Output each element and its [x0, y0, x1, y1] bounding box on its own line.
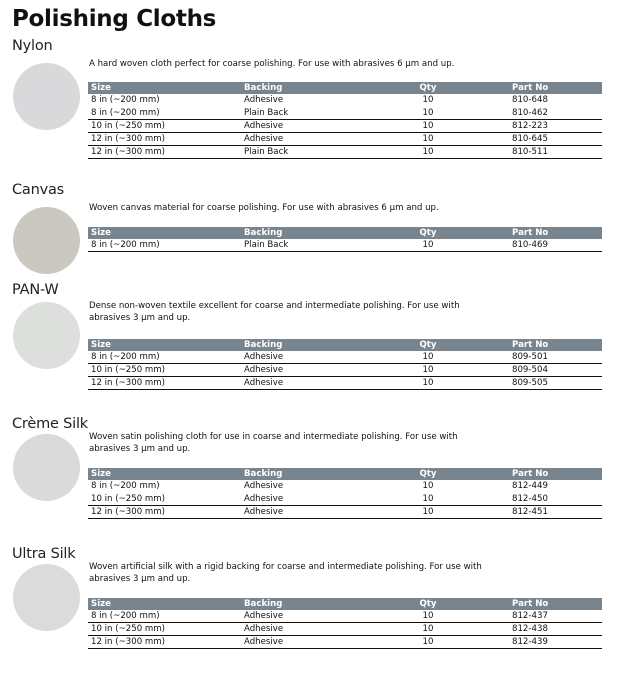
section-heading: Crème Silk: [12, 416, 89, 432]
cell-qty: 10: [422, 95, 434, 105]
section-heading: Canvas: [12, 182, 65, 198]
cell-part-no: 812-437: [512, 611, 548, 621]
column-header-part-no: Part No: [512, 469, 549, 479]
table-header: [88, 82, 602, 94]
cell-qty: 10: [422, 108, 434, 118]
column-header-part-no: Part No: [512, 340, 549, 350]
section-description: [89, 300, 519, 325]
description-line: abrasives 3 µm and up.: [89, 313, 191, 324]
section-description: [89, 561, 519, 586]
table-row: [88, 377, 602, 390]
description-line: abrasives 3 µm and up.: [89, 444, 191, 455]
column-header-qty: Qty: [419, 599, 437, 609]
column-header-backing: Backing: [244, 469, 283, 479]
product-disc-image: [13, 63, 80, 130]
cell-qty: 10: [422, 378, 434, 388]
cell-backing: Adhesive: [244, 637, 284, 647]
cell-backing: Plain Back: [244, 240, 289, 250]
cell-qty: 10: [422, 240, 434, 250]
section-description: [89, 431, 519, 456]
cell-size: 8 in (~200 mm): [91, 352, 160, 362]
cell-part-no: 810-511: [512, 147, 548, 157]
cell-size: 12 in (~300 mm): [91, 378, 166, 388]
column-header-part-no: Part No: [512, 599, 549, 609]
product-disc-image: [13, 302, 80, 369]
cell-size: 10 in (~250 mm): [91, 365, 166, 375]
column-header-part-no: Part No: [512, 228, 549, 238]
cell-qty: 10: [422, 637, 434, 647]
description-line: Woven canvas material for coarse polishing. For use with abrasives 6 µm and up.: [89, 203, 439, 213]
column-header-backing: Backing: [244, 340, 283, 350]
column-header-size: Size: [91, 83, 111, 93]
cell-qty: 10: [422, 494, 434, 504]
cell-backing: Adhesive: [244, 494, 284, 504]
column-header-qty: Qty: [419, 340, 437, 350]
cell-backing: Adhesive: [244, 611, 284, 621]
cell-size: 12 in (~300 mm): [91, 637, 166, 647]
section-description: [89, 58, 519, 70]
section-heading: Ultra Silk: [12, 546, 76, 562]
cell-size: 10 in (~250 mm): [91, 494, 166, 504]
page-title: Polishing Cloths: [12, 6, 217, 32]
table-row: [88, 364, 602, 377]
cell-part-no: 810-645: [512, 134, 548, 144]
product-table: [88, 339, 602, 390]
cell-qty: 10: [422, 134, 434, 144]
cell-size: 8 in (~200 mm): [91, 481, 160, 491]
column-header-part-no: Part No: [512, 83, 549, 93]
cell-part-no: 812-439: [512, 637, 548, 647]
table-row: [88, 636, 602, 649]
description-line: Woven artificial silk with a rigid backing for coarse and intermediate polishing. For use with: [89, 562, 482, 572]
table-row: [88, 120, 602, 133]
column-header-size: Size: [91, 228, 111, 238]
cell-backing: Plain Back: [244, 108, 289, 118]
cell-backing: Adhesive: [244, 365, 284, 375]
column-header-qty: Qty: [419, 469, 437, 479]
cell-backing: Adhesive: [244, 95, 284, 105]
table-header: [88, 339, 602, 351]
cell-part-no: 812-449: [512, 481, 548, 491]
product-disc-image: [13, 564, 80, 631]
table-row: [88, 480, 602, 493]
cell-part-no: 812-223: [512, 121, 548, 131]
cell-qty: 10: [422, 611, 434, 621]
table-row: [88, 133, 602, 146]
description-line: Woven satin polishing cloth for use in coarse and intermediate polishing. For use with: [89, 432, 458, 442]
section-heading: PAN-W: [12, 282, 59, 298]
cell-size: 8 in (~200 mm): [91, 108, 160, 118]
cell-part-no: 810-469: [512, 240, 548, 250]
table-row: [88, 623, 602, 636]
table-row: [88, 107, 602, 120]
table-row: [88, 493, 602, 506]
cell-qty: 10: [422, 507, 434, 517]
cell-backing: Adhesive: [244, 134, 284, 144]
cell-size: 12 in (~300 mm): [91, 507, 166, 517]
cell-size: 10 in (~250 mm): [91, 624, 166, 634]
cell-part-no: 810-462: [512, 108, 548, 118]
cell-backing: Adhesive: [244, 624, 284, 634]
cell-size: 10 in (~250 mm): [91, 121, 166, 131]
table-header: [88, 598, 602, 610]
cell-size: 8 in (~200 mm): [91, 611, 160, 621]
product-table: [88, 468, 602, 519]
cell-backing: Adhesive: [244, 121, 284, 131]
table-row: [88, 239, 602, 252]
cell-backing: Adhesive: [244, 352, 284, 362]
cell-part-no: 809-505: [512, 378, 548, 388]
column-header-size: Size: [91, 340, 111, 350]
column-header-backing: Backing: [244, 228, 283, 238]
cell-size: 12 in (~300 mm): [91, 147, 166, 157]
table-row: [88, 351, 602, 364]
cell-part-no: 812-450: [512, 494, 548, 504]
column-header-backing: Backing: [244, 83, 283, 93]
column-header-qty: Qty: [419, 228, 437, 238]
cell-backing: Adhesive: [244, 378, 284, 388]
table-row: [88, 146, 602, 159]
cell-qty: 10: [422, 121, 434, 131]
section-heading: Nylon: [12, 38, 53, 54]
product-disc-image: [13, 207, 80, 274]
cell-backing: Adhesive: [244, 481, 284, 491]
cell-size: 8 in (~200 mm): [91, 240, 160, 250]
description-line: abrasives 3 µm and up.: [89, 574, 191, 585]
cell-backing: Plain Back: [244, 147, 289, 157]
table-row: [88, 94, 602, 107]
cell-qty: 10: [422, 147, 434, 157]
table-header: [88, 468, 602, 480]
description-line: Dense non-woven textile excellent for coarse and intermediate polishing. For use with: [89, 301, 460, 311]
cell-part-no: 809-501: [512, 352, 548, 362]
table-row: [88, 506, 602, 519]
product-table: [88, 227, 602, 252]
cell-part-no: 812-451: [512, 507, 548, 517]
column-header-qty: Qty: [419, 83, 437, 93]
cell-part-no: 812-438: [512, 624, 548, 634]
cell-part-no: 810-648: [512, 95, 548, 105]
cell-qty: 10: [422, 624, 434, 634]
cell-size: 8 in (~200 mm): [91, 95, 160, 105]
table-header: [88, 227, 602, 239]
cell-qty: 10: [422, 481, 434, 491]
product-disc-image: [13, 434, 80, 501]
cell-backing: Adhesive: [244, 507, 284, 517]
product-table: [88, 598, 602, 649]
column-header-size: Size: [91, 599, 111, 609]
table-row: [88, 610, 602, 623]
description-line: A hard woven cloth perfect for coarse polishing. For use with abrasives 6 µm and up.: [89, 59, 455, 69]
cell-size: 12 in (~300 mm): [91, 134, 166, 144]
cell-part-no: 809-504: [512, 365, 548, 375]
section-description: [89, 202, 519, 214]
column-header-size: Size: [91, 469, 111, 479]
cell-qty: 10: [422, 352, 434, 362]
column-header-backing: Backing: [244, 599, 283, 609]
cell-qty: 10: [422, 365, 434, 375]
product-table: [88, 82, 602, 159]
